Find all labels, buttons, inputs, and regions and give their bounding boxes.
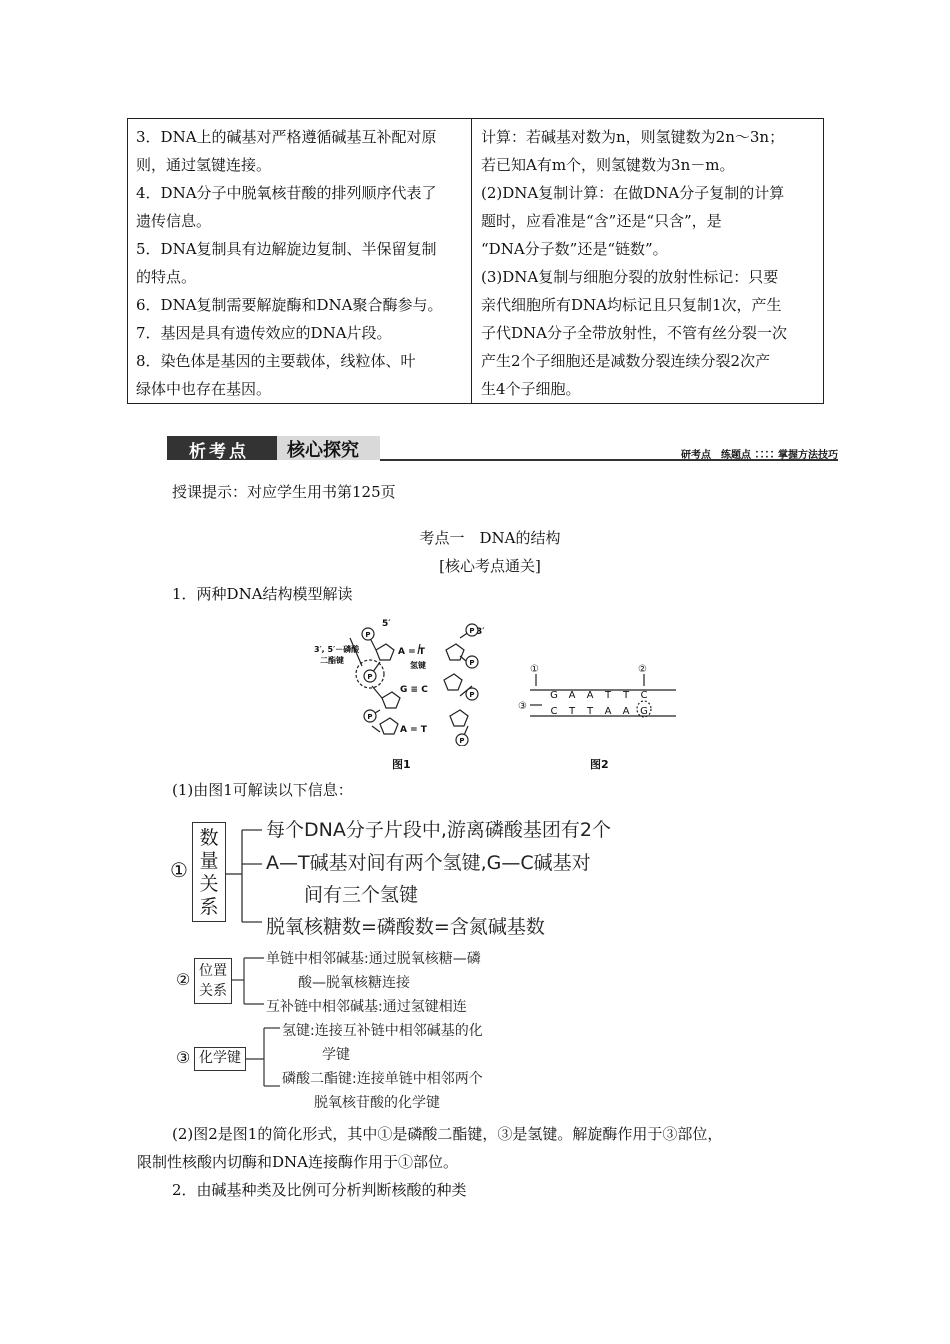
group2-label-line: 关系 bbox=[199, 983, 227, 999]
phosphate-letter: P bbox=[469, 627, 475, 635]
table-left-line: 6．DNA复制需要解旋酶和DNA聚合酶参与。 bbox=[136, 296, 443, 314]
fig2-bottom-base: G bbox=[640, 706, 648, 717]
figure1-caption: 图1 bbox=[392, 758, 411, 771]
fig2-top-base: A bbox=[586, 690, 594, 701]
table-left-line: 绿体中也存在基因。 bbox=[136, 380, 272, 398]
base-pair-1: A = T bbox=[398, 647, 425, 657]
table-right-line: 产生2个子细胞还是减数分裂连续分裂2次产 bbox=[481, 352, 771, 370]
group3-label-box bbox=[194, 1047, 246, 1071]
base-pair-2: G ≡ C bbox=[400, 685, 428, 695]
table-left-line: 7．基因是具有遗传效应的DNA片段。 bbox=[136, 324, 392, 342]
label-hydrogen-bond: 氢键 bbox=[410, 661, 426, 670]
table-left-column bbox=[136, 123, 466, 403]
table-left-line: 则，通过氢键连接。 bbox=[136, 156, 272, 174]
phosphate-letter: P bbox=[367, 673, 373, 681]
table-divider bbox=[471, 119, 472, 403]
teaching-hint: 授课提示：对应学生用书第125页 bbox=[172, 483, 396, 501]
group1-line: 间有三个氢键 bbox=[304, 884, 419, 906]
group1-label-char: 量 bbox=[199, 850, 219, 872]
table-right-line: 若已知A有m个，则氢键数为3n－m。 bbox=[481, 156, 735, 174]
table-left-line: 8．染色体是基因的主要载体，线粒体、叶 bbox=[136, 352, 416, 370]
table-right-line: (3)DNA复制与细胞分裂的放射性标记：只要 bbox=[481, 268, 779, 286]
group1-label-char: 系 bbox=[199, 896, 219, 918]
group1-line: 每个DNA分子片段中,游离磷酸基团有2个 bbox=[266, 819, 611, 841]
group2-line: 单链中相邻碱基:通过脱氧核糖—磷 bbox=[266, 951, 481, 967]
label-phosphodiester-line1: 3′, 5′－磷酸 bbox=[314, 645, 360, 654]
table-left-line: 4．DNA分子中脱氧核苷酸的排列顺序代表了 bbox=[136, 184, 437, 202]
group1-label-char: 数 bbox=[199, 827, 219, 849]
fig2-top-base: A bbox=[568, 690, 576, 701]
paragraph2-line2: 限制性核酸内切酶和DNA连接酶作用于①部位。 bbox=[137, 1153, 458, 1171]
fig2-bottom-base: A bbox=[622, 706, 630, 717]
fig2-top-base: T bbox=[622, 690, 630, 701]
table-right-line: 子代DNA分子全带放射性，不管有丝分裂一次 bbox=[481, 324, 787, 342]
group3-label-line: 化学键 bbox=[199, 1050, 241, 1066]
phosphate-letter: P bbox=[459, 737, 465, 745]
fig2-marker-3: ③ bbox=[518, 701, 527, 712]
group1-bracket bbox=[226, 822, 266, 932]
table-right-line: (2)DNA复制计算：在做DNA分子复制的计算 bbox=[481, 184, 785, 202]
phosphate-letter: P bbox=[365, 631, 371, 639]
group2-line: 酸—脱氧核糖连接 bbox=[298, 975, 410, 991]
figure2-simplified-model bbox=[516, 660, 686, 722]
banner-tab-analyze bbox=[167, 436, 277, 460]
table-left-line: 的特点。 bbox=[136, 268, 197, 286]
phosphate-letter: P bbox=[367, 713, 373, 721]
banner-tab-analyze-label: 析考点 bbox=[189, 442, 249, 462]
phosphate-letter: P bbox=[469, 659, 475, 667]
table-left-line: 遗传信息。 bbox=[136, 212, 212, 230]
banner-right-note: 研考点 练题点 ∷∷ 掌握方法技巧 bbox=[681, 450, 838, 461]
section-banner bbox=[167, 434, 838, 464]
group2-bracket bbox=[232, 950, 268, 1010]
table-left-line: 3．DNA上的碱基对严格遵循碱基互补配对原 bbox=[136, 128, 437, 146]
table-left-line: 5．DNA复制具有边解旋边复制、半保留复制 bbox=[136, 240, 437, 258]
fig2-marker-2: ② bbox=[638, 664, 647, 675]
fig2-marker-1: ① bbox=[530, 664, 539, 675]
group3-number: ③ bbox=[176, 1048, 191, 1067]
fig2-top-base: T bbox=[604, 690, 612, 701]
group1-line: 脱氧核糖数=磷酸数=含氮碱基数 bbox=[266, 916, 545, 938]
paragraph2-line1: (2)图2是图1的简化形式，其中①是磷酸二酯键，③是氢键。解旋酶作用于③部位， bbox=[172, 1125, 723, 1143]
banner-tab-core bbox=[277, 436, 380, 460]
fig2-bottom-base: C bbox=[550, 706, 558, 717]
group1-label-box bbox=[192, 822, 226, 922]
section-subtitle: [核心考点通关] bbox=[439, 557, 541, 575]
table-right-line: 生4个子细胞。 bbox=[481, 380, 581, 398]
fig2-bottom-base: A bbox=[604, 706, 612, 717]
group3-line: 脱氧核苷酸的化学键 bbox=[314, 1095, 440, 1111]
group1-label-char: 关 bbox=[199, 873, 219, 895]
group1-number: ① bbox=[170, 858, 188, 882]
group3-line: 磷酸二酯键:连接单链中相邻两个 bbox=[282, 1071, 483, 1087]
fig2-top-base: C bbox=[640, 690, 648, 701]
figure1-intro: (1)由图1可解读以下信息： bbox=[172, 781, 353, 799]
fig2-top-base: G bbox=[550, 690, 558, 701]
group3-line: 学键 bbox=[322, 1047, 350, 1063]
group2-label-box bbox=[194, 958, 232, 1004]
table-right-column bbox=[481, 123, 821, 403]
item2-heading: 2．由碱基种类及比例可分析判断核酸的种类 bbox=[172, 1181, 467, 1199]
figure1-dna-model bbox=[300, 616, 510, 746]
fig2-bottom-base: T bbox=[586, 706, 594, 717]
group1-line: A—T碱基对间有两个氢键,G—C碱基对 bbox=[266, 852, 591, 874]
summary-table bbox=[127, 118, 824, 404]
table-right-line: “DNA分子数”还是“链数”。 bbox=[481, 240, 668, 258]
table-right-line: 计算：若碱基对数为n，则氢键数为2n～3n； bbox=[481, 128, 785, 146]
base-pair-3: A = T bbox=[400, 725, 427, 735]
group3-bracket bbox=[246, 1020, 282, 1100]
section-title: 考点一 DNA的结构 bbox=[419, 529, 561, 547]
group2-number: ② bbox=[176, 970, 191, 989]
phosphate-letter: P bbox=[469, 691, 475, 699]
group2-line: 互补链中相邻碱基:通过氢键相连 bbox=[266, 999, 467, 1015]
table-right-line: 题时，应看准是“含”还是“只含”，是 bbox=[481, 212, 722, 230]
fig2-bottom-base: T bbox=[568, 706, 576, 717]
label-5-prime: 5′ bbox=[382, 619, 391, 629]
table-right-line: 亲代细胞所有DNA均标记且只复制1次，产生 bbox=[481, 296, 782, 314]
group3-line: 氢键:连接互补链中相邻碱基的化 bbox=[282, 1023, 483, 1039]
label-phosphodiester-line2: 二酯键 bbox=[320, 656, 344, 665]
figure2-caption: 图2 bbox=[590, 758, 609, 771]
item1-heading: 1．两种DNA结构模型解读 bbox=[172, 585, 353, 603]
group2-label-line: 位置 bbox=[199, 963, 227, 979]
label-3-prime: 3′ bbox=[476, 627, 485, 637]
banner-tab-core-label: 核心探究 bbox=[287, 440, 359, 461]
